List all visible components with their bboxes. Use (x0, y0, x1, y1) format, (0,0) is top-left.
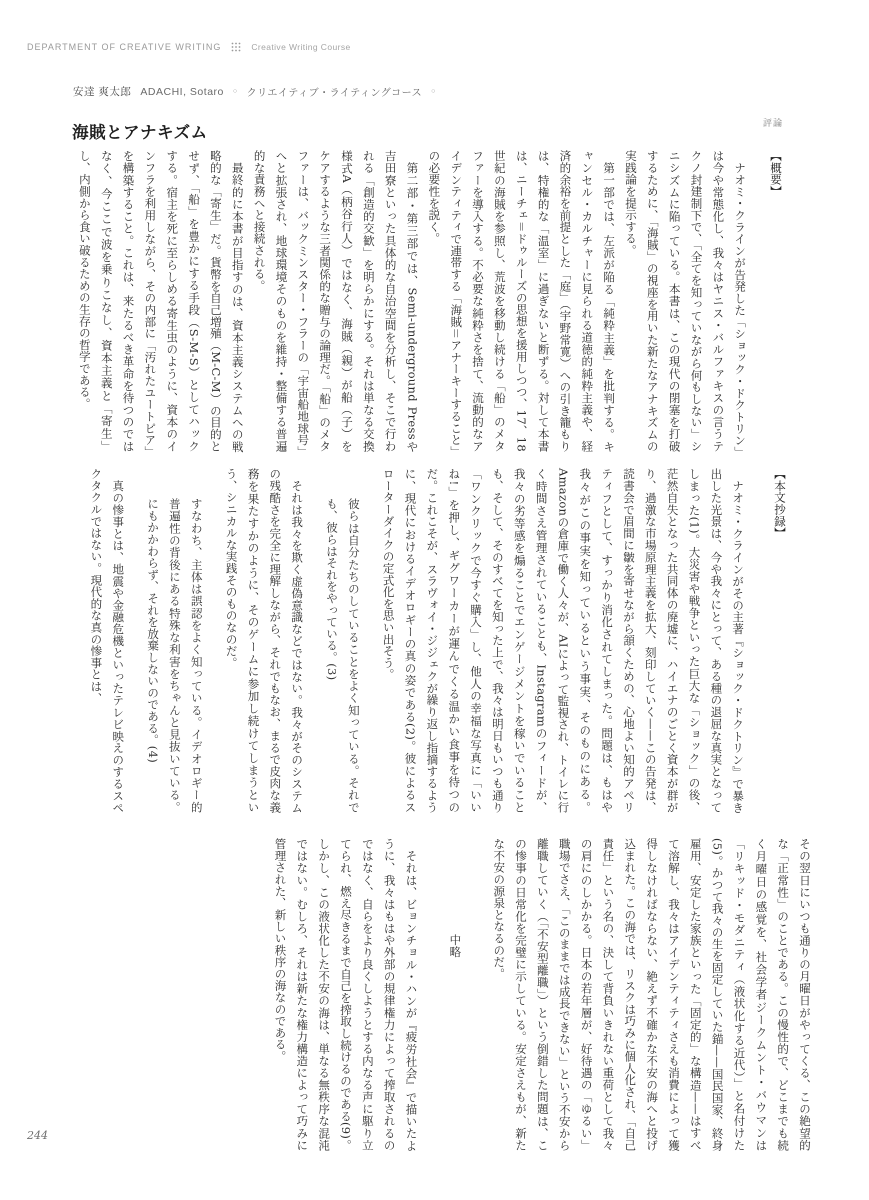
overview-heading: 【概要】 (769, 150, 783, 198)
circle-mark: ○ (431, 88, 436, 95)
department-label: DEPARTMENT OF CREATIVE WRITING (27, 42, 222, 52)
grid-dots-icon (231, 42, 241, 52)
genre-label: 評論 (763, 119, 784, 129)
course-label-jp: クリエイティブ・ライティングコース (246, 88, 423, 99)
block-quote: すなわち、主体は誤認をよく知っている。イデオロギー的普遍性の背後にある特殊な利害をちゃんと見抜いている。にもかかわらず、それを放棄しないのである。(4) (146, 498, 204, 813)
excerpt-section-upper (85, 468, 790, 813)
excerpt-heading: 【本文抄録】 (773, 468, 787, 539)
excerpt-paragraph: それは我々を欺く虚偽意識などではない。我々がそのシステムの残酷さを完全に理解しながら、それでもなお、まるで皮肉な義務を果たすかのように、そのゲームに参加し続けてしまうという、シニカルな実践そのものなのだ。 (224, 468, 305, 813)
overview-section (73, 150, 786, 452)
circle-mark: ○ (232, 88, 238, 95)
page-title: 海賊とアナキズム (72, 124, 208, 143)
block-quote: 彼らは自分たちのしていることをよく知っている。それでも、彼らはそれをやっている。(3) (324, 498, 361, 813)
course-label-en: Creative Writing Course (251, 42, 351, 52)
ellipsis-marker: 中略 (448, 934, 463, 958)
overview-paragraph: ナオミ・クラインが告発した「ショック・ドクトリン」は今や常態化し、我々はヤニス・バルファキスの言うテクノ封建制下で、「全てを知っていながら何もしない」シニシズムに陥っている。本書は、この現代の閉塞を打破するために、「海賊」の視座を用いた新たなアナキズムの実践論を提示する。 (623, 150, 748, 452)
overview-paragraph: 第一部では、左派が陥る「純粋主義」を批判する。キャンセル・カルチャーに見られる道徳的純粋主義や、経済的余裕を前提とした「庭」（宇野常寛）への引き籠もりは、特権的な「温室」に過ぎないと断ずる。対して本書は、ニーチェ＝ドゥルーズの思想を援用しつつ、17、18世紀の海賊を参照し、荒波を移動し続ける「船」のメタファーを導入する。不必要な純粋さを捨て、流動的なアイデンティティで連帯する「海賊＝アナーキーすること」の必要性を説く。 (427, 150, 617, 452)
excerpt-paragraph: 真の惨事とは、地震や金融危機といったテレビ映えのするスペクタクルではない。現代的な真の惨事とは、 (89, 468, 126, 813)
byline (73, 84, 436, 99)
excerpt-paragraph: その翌日にいつも通りの月曜日がやってくる、この絶望的な「正常性」のことである。この慢性的で、どこまでも続く月曜日の感覚を、社会学者ジークムント・バウマンは「リキッド・モダニティ（液状化する近代）」と名付けた(5)。かつて我々の生を固定していた錨——国民国家、終身雇用、安定した家族といった「固定的」な構造——はすべて溶解し、我々はアイデンティティさえも消費によって獲得しなければならない、絶えず不確かな不安の海へと投げ込まれた。この海では、リスクは巧みに個人化され、「自己責任」という名の、決して背負いきれない重荷として我々の肩にのしかかる。日本の若年層が、好待遇の「ゆるい」職場でさえ、「このままでは成長できない」という不安から離職していく（「不安型離職」）という倒錯した問題は、この惨事の日常化を完璧に示している。安定さえもが、新たな不安の源泉となるのだ。 (492, 838, 812, 1151)
author-name-jp: 安達 爽太郎 (73, 86, 132, 98)
author-name-en: ADACHI, Sotaro (140, 85, 224, 98)
overview-paragraph: 最終的に本書が目指すのは、資本主義システムへの戦略的な「寄生」だ。貨幣を自己増殖（M-C-M）の目的とせず、「船」を豊かにする手段（S-M-S）としてハックする。宿主を死に至らしめる寄生虫のように、資本のインフラを利用しながら、その内部に「汚れたユートピア」を構築すること。これは、来たるべき革命を待つのではなく、今ここで波を乗りこなし、資本主義と「寄生」し、内側から食い破るための生存の哲学である。 (77, 150, 245, 452)
overview-paragraph: 第二部・第三部では、Semi-underground Pressや吉田寮といった具体的な自治空間を分析し、そこで行われる「創造的交歓」を明らかにする。それは単なる交換様式A（柄谷行人）ではなく、海賊（親）が船（子）をケアするような三者関係的な贈与の論理だ。「船」のメタファーは、バックミンスター・フラーの「宇宙船地球号」へと拡張され、地球環境そのものを維持・整備する普遍的な責務へと接続される。 (252, 150, 420, 452)
excerpt-paragraph: それは、ビョンチョル・ハンが『疲労社会』で描いたように、我々はもはや外部の規律権力によって搾取されるのではなく、自らをより良くしようとする内なる声に駆り立てられ、燃え尽きるまで自己を搾取し続けるのである(9)。しかし、この液状化した不安の海は、単なる無秩序な混沌ではない。むしろ、それは新たな権力構造によって巧みに管理された、新しい秩序の海なのである。 (273, 838, 419, 1151)
masthead (27, 42, 351, 52)
excerpt-paragraph: ナオミ・クラインがその主著『ショック・ドクトリン』で暴き出した光景は、今や我々にとって、ある種の退屈な真実となってしまった(1)。大災害や戦争といった巨大な「ショック」の後、茫然自失となった共同体の廃墟に、ハイエナのごとく資本が群がり、過激な市場原理主義を拡大、刻印していく——この告発は、読書会で眉間に皺を寄せながら頷くための、心地よい知的アペリティフとして、すっかり消化されてしまった。問題は、もはや我々がこの事実を知っているという事実、そのものにある。Amazonの倉庫で働く人々が、AIによって監視され、トイレに行く時間さえ管理されていることも、Instagramのフィードが、我々の劣等感を煽ることでエンゲージメントを稼いでいることも、そして、そのすべてを知った上で、我々は明日もいつも通り「ワンクリックで今すぐ購入」し、他人の幸福な写真に「いいね!」を押し、ギグワーカーが運んでくる温かい食事を待つのだ。これこそが、スラヴォイ・ジジェクが繰り返し指摘するように、現代におけるイデオロギーの真の姿である(2)。彼によるスローターダイクの定式化を思い出そう。 (381, 468, 746, 813)
excerpt-section-lower (269, 838, 815, 1151)
page-number: 244 (27, 1129, 48, 1142)
